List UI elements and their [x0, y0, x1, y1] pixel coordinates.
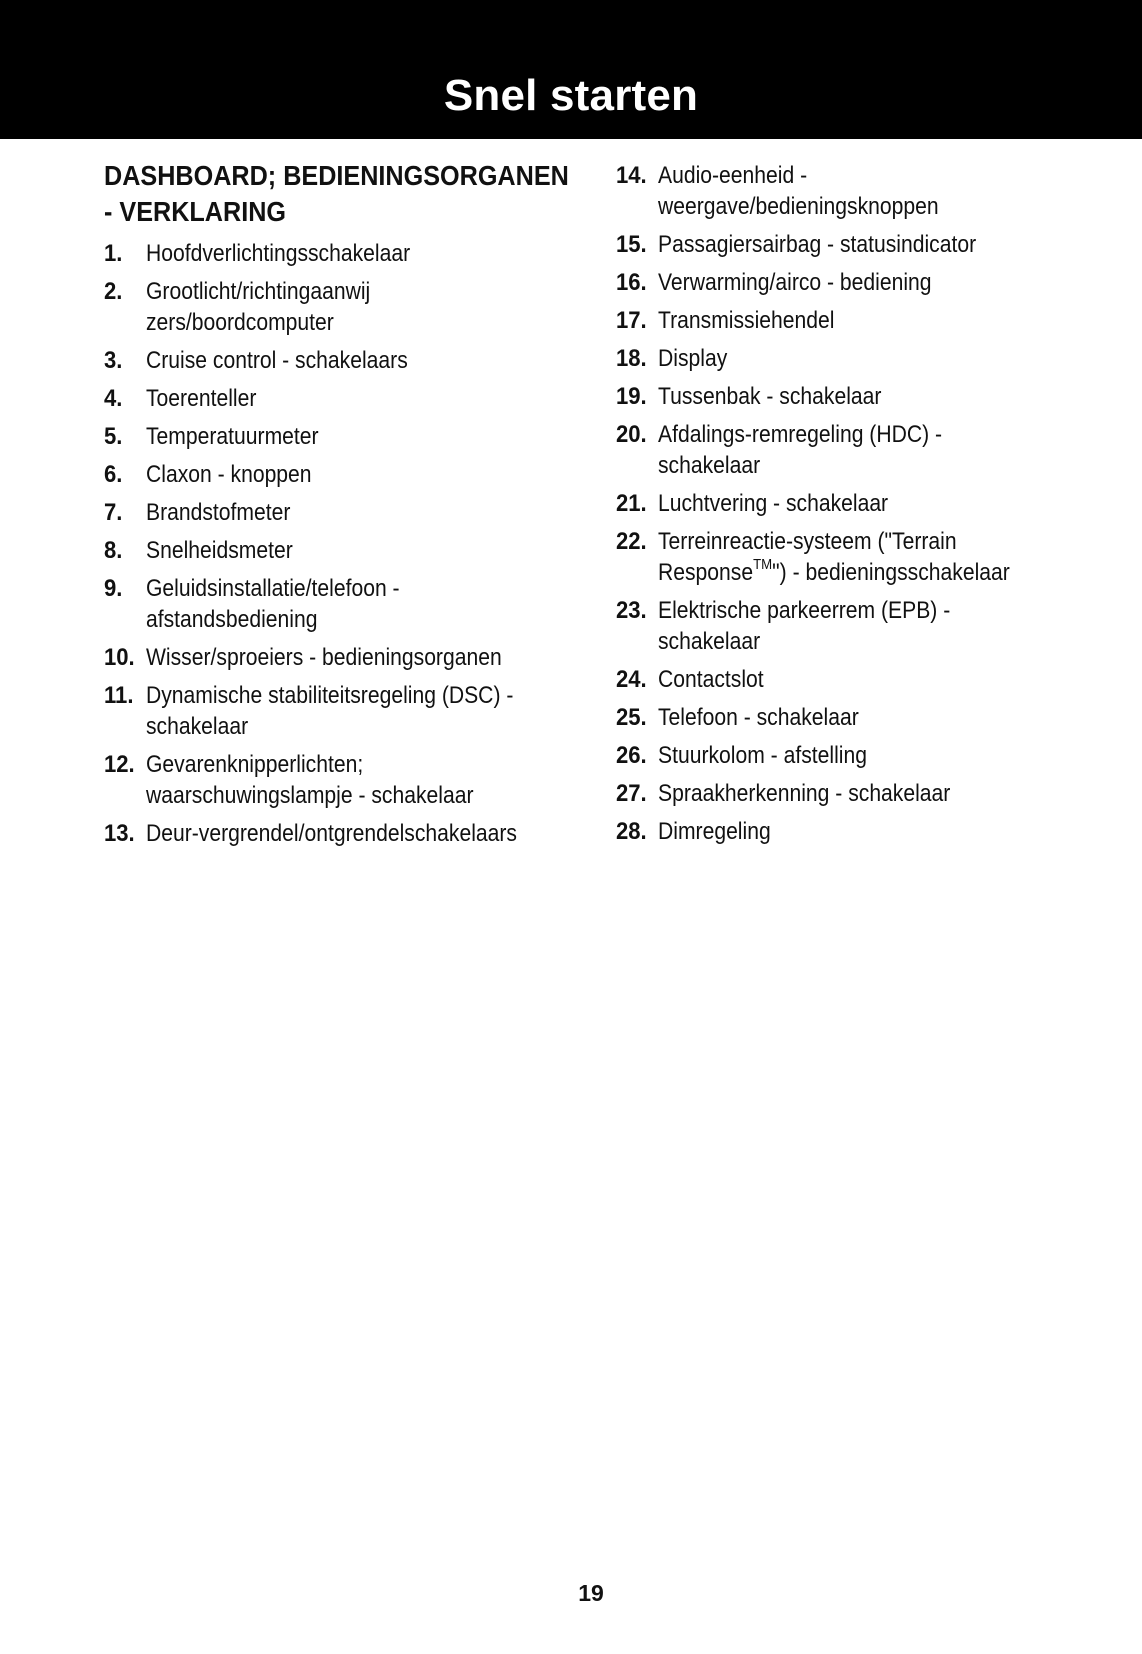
item-text: Deur-vergrendel/ontgrendelschakelaars — [146, 820, 517, 847]
list-item — [616, 816, 1086, 847]
item-text: Grootlicht/richtingaanwij zers/boordcomputer — [146, 278, 371, 336]
item-number: 16. — [616, 269, 647, 296]
item-text: Display — [658, 345, 728, 372]
item-number: 25. — [616, 704, 647, 731]
list-item — [104, 276, 574, 338]
item-text-part: Response — [658, 559, 754, 586]
list-item — [616, 419, 1086, 481]
item-number: 23. — [616, 597, 647, 624]
item-text: Dynamische stabiliteitsregeling (DSC) - schakelaar — [146, 682, 514, 740]
list-item — [616, 488, 1086, 519]
item-text: Temperatuurmeter — [146, 423, 319, 450]
item-text: Wisser/sproeiers - bedieningsorganen — [146, 644, 502, 671]
item-number: 24. — [616, 666, 647, 693]
item-text: Elektrische parkeerrem (EPB) - schakelaar — [658, 597, 951, 655]
item-text — [658, 526, 1035, 588]
item-text: Telefoon - schakelaar — [658, 704, 859, 731]
item-text: Tussenbak - schakelaar — [658, 383, 882, 410]
item-text: Geluidsinstallatie/telefoon - afstandsbediening — [146, 575, 400, 633]
list-item — [616, 267, 1086, 298]
left-column — [104, 158, 574, 856]
item-number: 19. — [616, 383, 647, 410]
item-text-part: ") - bedieningsschakelaar — [772, 559, 1010, 586]
page-number: 19 — [578, 1580, 604, 1606]
item-text: Passagiersairbag - statusindicator — [658, 231, 977, 258]
list-item — [616, 305, 1086, 336]
header-bar — [0, 0, 1142, 139]
list-item — [104, 421, 574, 452]
list-item — [616, 595, 1086, 657]
item-number: 28. — [616, 818, 647, 845]
item-text: Claxon - knoppen — [146, 461, 312, 488]
item-text: Gevarenknipperlichten; waarschuwingslampje - schakelaar — [146, 751, 474, 809]
list-item — [104, 383, 574, 414]
item-number: 7. — [104, 499, 123, 526]
item-text: Transmissiehendel — [658, 307, 835, 334]
item-text: Cruise control - schakelaars — [146, 347, 408, 374]
section-title — [104, 158, 572, 230]
list-item — [616, 381, 1086, 412]
item-text: Hoofdverlichtingsschakelaar — [146, 240, 411, 267]
item-number: 8. — [104, 537, 123, 564]
list-item — [104, 818, 574, 849]
list-item — [104, 497, 574, 528]
list-item — [104, 749, 574, 811]
item-number: 14. — [616, 162, 647, 189]
item-number: 27. — [616, 780, 647, 807]
item-text: Toerenteller — [146, 385, 257, 412]
item-text: Luchtvering - schakelaar — [658, 490, 889, 517]
item-text: Verwarming/airco - bediening — [658, 269, 932, 296]
list-item — [104, 680, 574, 742]
section-title-line-1: DASHBOARD; BEDIENINGSORGANEN — [104, 160, 569, 191]
item-number: 6. — [104, 461, 123, 488]
section-title-line-2: - VERKLARING — [104, 196, 287, 227]
item-number: 17. — [616, 307, 647, 334]
item-number: 4. — [104, 385, 123, 412]
item-number: 3. — [104, 347, 123, 374]
item-number: 9. — [104, 575, 123, 602]
list-item — [616, 343, 1086, 374]
item-number: 20. — [616, 421, 647, 448]
item-number: 12. — [104, 751, 135, 778]
item-text-part: Terreinreactie-systeem ("Terrain — [658, 528, 957, 555]
list-item — [104, 459, 574, 490]
list-item — [616, 160, 1086, 222]
list-item — [104, 345, 574, 376]
item-number: 15. — [616, 231, 647, 258]
item-number: 5. — [104, 423, 123, 450]
trademark-superscript: TM — [753, 556, 773, 573]
item-text: Brandstofmeter — [146, 499, 291, 526]
item-number: 11. — [104, 682, 134, 709]
item-number: 2. — [104, 278, 123, 305]
item-number: 13. — [104, 820, 135, 847]
list-item — [616, 664, 1086, 695]
right-column — [616, 160, 1086, 854]
list-item — [616, 702, 1086, 733]
item-text: Stuurkolom - afstelling — [658, 742, 867, 769]
page-title: Snel starten — [443, 71, 699, 120]
list-item — [104, 535, 574, 566]
item-text: Dimregeling — [658, 818, 771, 845]
list-item — [104, 238, 574, 269]
item-text: Spraakherkenning - schakelaar — [658, 780, 951, 807]
item-number: 22. — [616, 528, 647, 555]
list-item — [616, 229, 1086, 260]
item-number: 21. — [616, 490, 647, 517]
item-text: Afdalings-remregeling (HDC) - schakelaar — [658, 421, 943, 479]
item-text: Contactslot — [658, 666, 764, 693]
list-item — [616, 526, 1086, 588]
item-text: Audio-eenheid - weergave/bedieningsknoppen — [658, 162, 939, 220]
list-item — [104, 642, 574, 673]
item-number: 10. — [104, 644, 135, 671]
list-item — [616, 778, 1086, 809]
item-number: 26. — [616, 742, 647, 769]
list-item — [104, 573, 574, 635]
item-number: 1. — [104, 240, 123, 267]
item-text: Snelheidsmeter — [146, 537, 293, 564]
list-item — [616, 740, 1086, 771]
item-number: 18. — [616, 345, 647, 372]
